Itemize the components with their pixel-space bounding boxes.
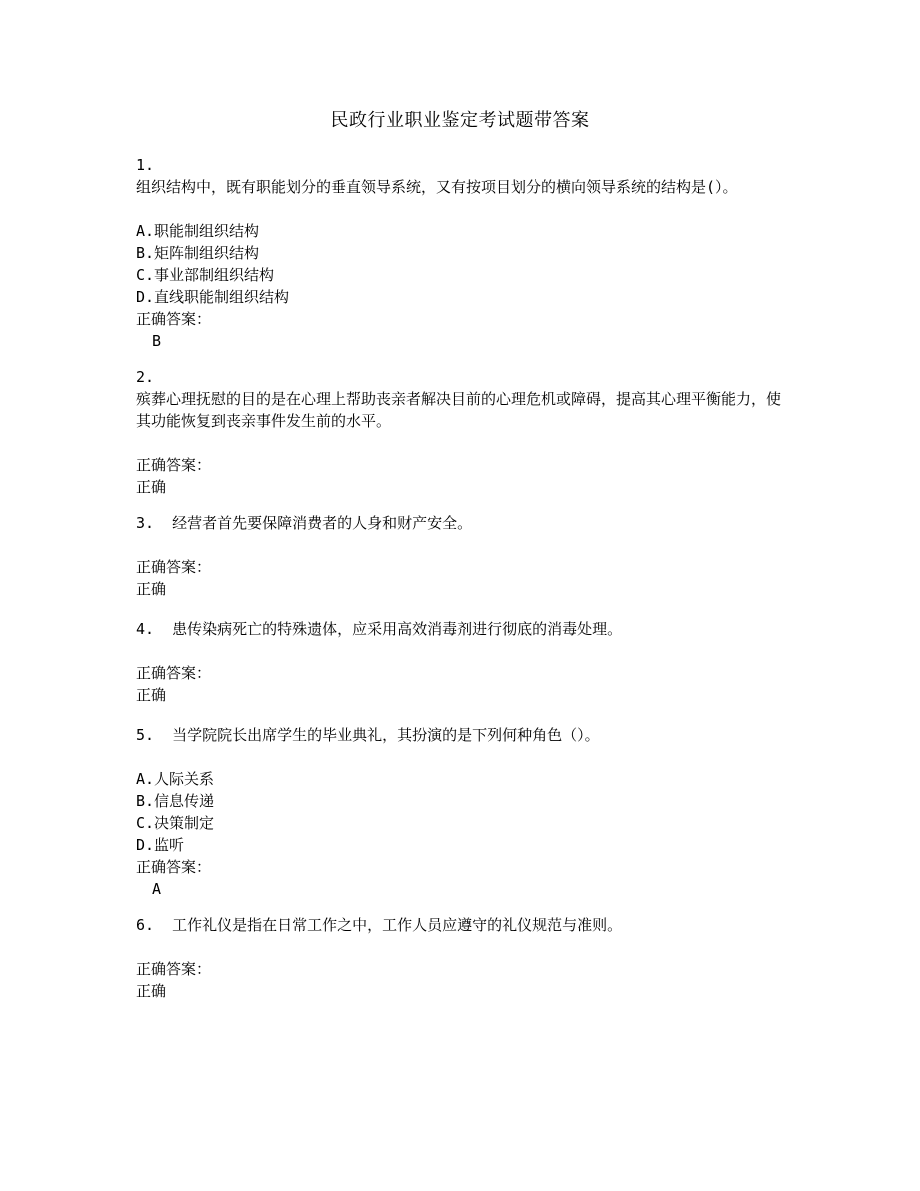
question-4 xyxy=(136,618,786,706)
question-number: 4. xyxy=(136,620,155,638)
question-line xyxy=(136,512,786,534)
question-text: 当学院院长出席学生的毕业典礼，其扮演的是下列何种角色（）。 xyxy=(172,726,600,744)
answer-value: 正确 xyxy=(136,982,167,1000)
option-d: D.监听 xyxy=(136,836,185,854)
question-text: 组织结构中，既有职能划分的垂直领导系统，又有按项目划分的横向领导系统的结构是(）。 xyxy=(136,178,738,196)
document-title: 民政行业职业鉴定考试题带答案 xyxy=(330,110,590,131)
question-text: 殡葬心理抚慰的目的是在心理上帮助丧亲者解决目前的心理危机或障碍，提高其心理平衡能力，使其功能恢复到丧亲事件发生前的水平。 xyxy=(136,390,782,430)
option-b: B.信息传递 xyxy=(136,792,215,810)
question-line xyxy=(136,618,786,640)
answer-value: A xyxy=(152,880,162,898)
question-3 xyxy=(136,512,786,600)
answer-value: 正确 xyxy=(136,580,167,598)
answer-label: 正确答案： xyxy=(136,558,212,576)
question-line xyxy=(136,914,786,936)
answer-label: 正确答案： xyxy=(136,456,212,474)
answer-value: 正确 xyxy=(136,686,167,704)
question-text: 工作礼仪是指在日常工作之中，工作人员应遵守的礼仪规范与准则。 xyxy=(172,916,623,934)
answer-label: 正确答案： xyxy=(136,664,212,682)
question-2 xyxy=(136,366,786,498)
question-text: 患传染病死亡的特殊遗体，应采用高效消毒剂进行彻底的消毒处理。 xyxy=(172,620,623,638)
question-6 xyxy=(136,914,786,1002)
question-number: 3. xyxy=(136,514,155,532)
question-line xyxy=(136,724,786,746)
question-list xyxy=(136,154,786,1018)
question-1 xyxy=(136,154,786,352)
answer-value: 正确 xyxy=(136,478,167,496)
option-b: B.矩阵制组织结构 xyxy=(136,244,260,262)
question-number: 5. xyxy=(136,726,155,744)
question-text: 经营者首先要保障消费者的人身和财产安全。 xyxy=(172,514,473,532)
option-a: A.职能制组织结构 xyxy=(136,222,260,240)
answer-label: 正确答案： xyxy=(136,960,212,978)
question-number: 1. xyxy=(136,156,155,174)
answer-label: 正确答案： xyxy=(136,858,212,876)
question-number: 6. xyxy=(136,916,155,934)
option-c: C.决策制定 xyxy=(136,814,215,832)
option-d: D.直线职能制组织结构 xyxy=(136,288,290,306)
answer-value: B xyxy=(152,332,162,350)
option-a: A.人际关系 xyxy=(136,770,215,788)
question-5 xyxy=(136,724,786,900)
answer-label: 正确答案： xyxy=(136,310,212,328)
question-number: 2. xyxy=(136,368,155,386)
option-c: C.事业部制组织结构 xyxy=(136,266,275,284)
